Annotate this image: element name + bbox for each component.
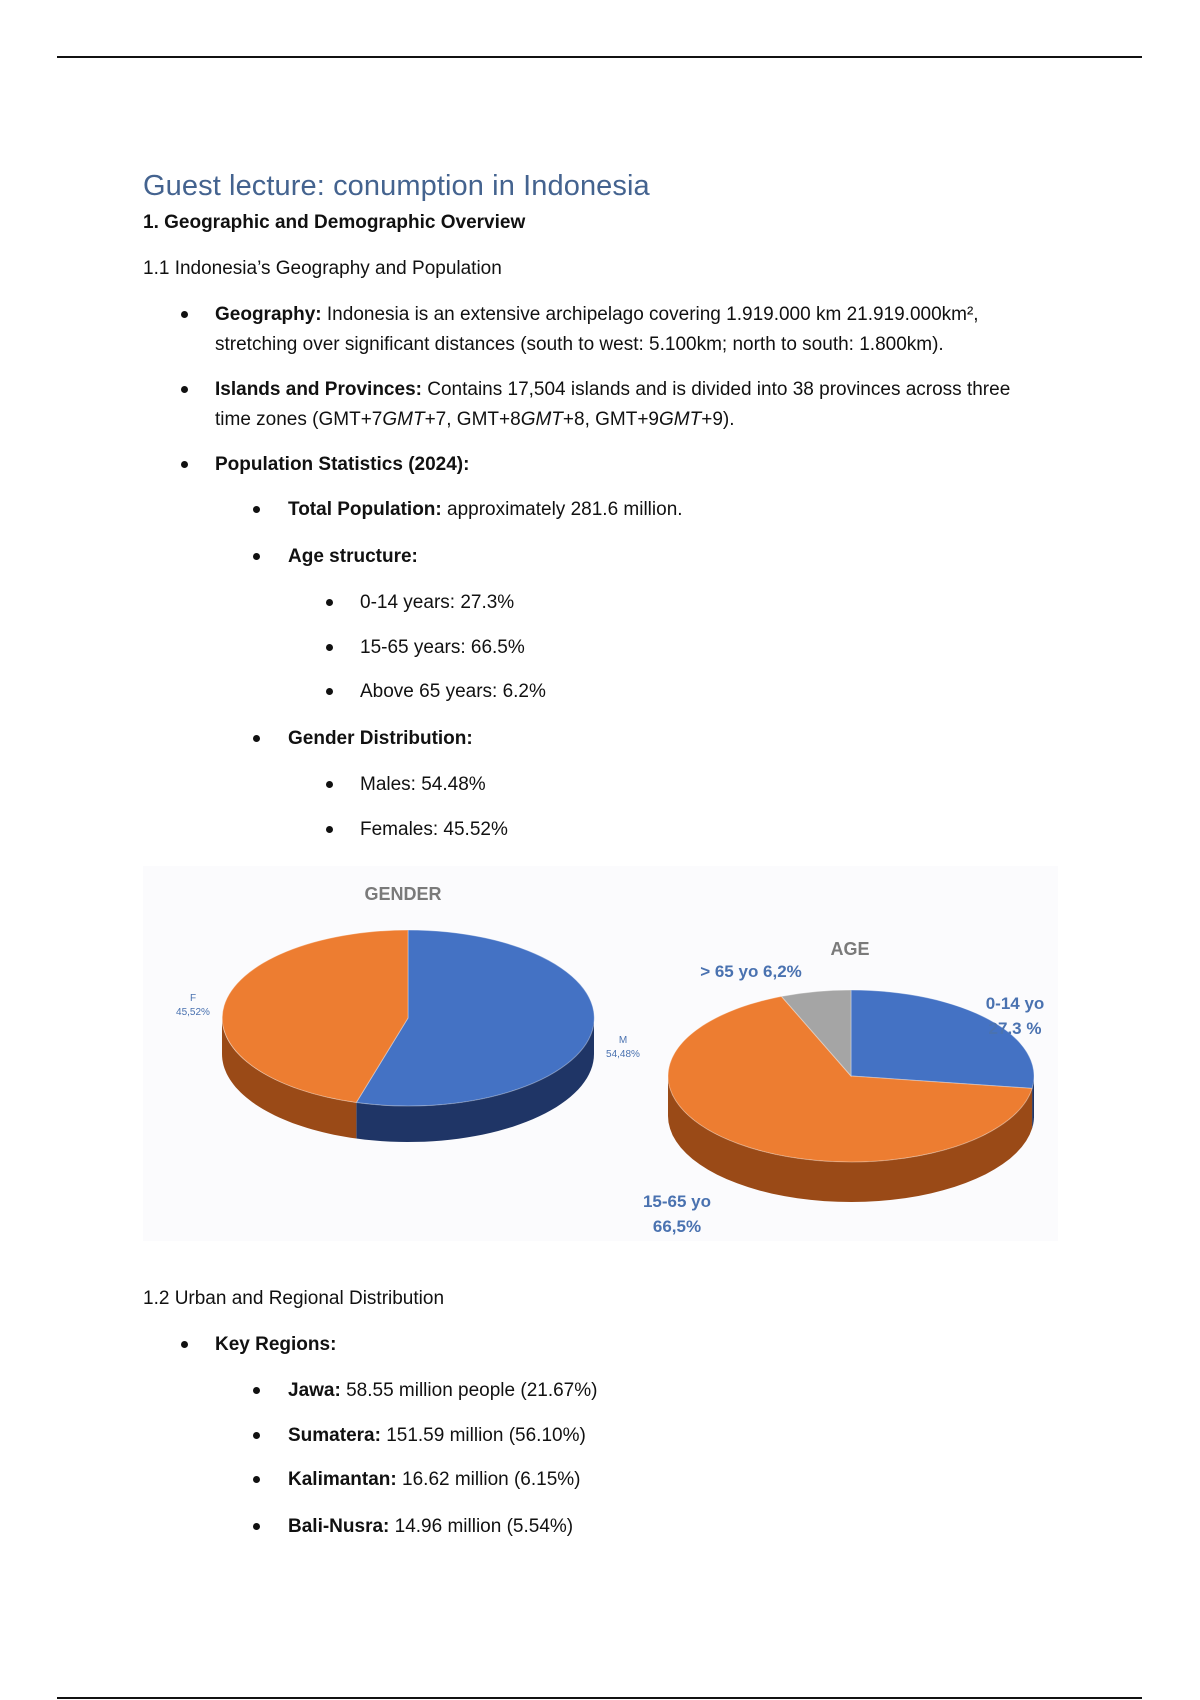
bullet [181, 311, 188, 318]
bullet [253, 1523, 260, 1530]
region-value: 16.62 million (6.15%) [396, 1469, 581, 1490]
total-population-label: Total Population: [288, 499, 442, 520]
gender-item: Males: 54.48% [360, 774, 486, 795]
age-chart-title: AGE [830, 939, 870, 959]
age-structure-label: Age structure: [288, 546, 418, 567]
age-item: 15-65 years: 66.5% [360, 637, 525, 658]
bullet [181, 386, 188, 393]
age-label-15-65-value: 66,5% [652, 1217, 702, 1236]
bullet [326, 826, 333, 833]
pie-charts-figure [143, 866, 1058, 1241]
bullet [253, 735, 260, 742]
gender-label-f-value: 45,52% [176, 1007, 210, 1018]
gender-chart-title: GENDER [364, 884, 442, 904]
key-regions-label: Key Regions: [215, 1334, 337, 1355]
region-value: 58.55 million people (21.67%) [340, 1380, 598, 1401]
bullet [326, 688, 333, 695]
bullet [326, 599, 333, 606]
bullet [181, 1341, 188, 1348]
region-label: Sumatera: [288, 1425, 381, 1446]
region-label: Bali-Nusra: [288, 1516, 390, 1537]
region-label: Kalimantan: [288, 1469, 397, 1490]
age-item: Above 65 years: 6.2% [360, 681, 546, 702]
footer-rule [57, 1697, 1142, 1699]
islands-text-d: GMT [520, 409, 563, 430]
age-label-0-14: 0-14 yo [985, 994, 1045, 1013]
gender-label-m-value: 54,48% [606, 1049, 640, 1060]
section-heading: 1. Geographic and Demographic Overview [143, 212, 526, 233]
bullet [253, 1432, 260, 1439]
bullet [253, 506, 260, 513]
total-population-line [288, 495, 683, 525]
region-value: 151.59 million (56.10%) [380, 1425, 586, 1446]
gender-label-m: M [618, 1035, 628, 1046]
subsection-heading-1-2: 1.2 Urban and Regional Distribution [143, 1288, 445, 1309]
geography-label: Geography: [215, 304, 322, 325]
region-item [288, 1512, 573, 1542]
bullet [253, 1476, 260, 1483]
region-label: Jawa: [288, 1380, 341, 1401]
islands-line-2 [215, 405, 735, 435]
bullet [253, 1387, 260, 1394]
bullet [181, 461, 188, 468]
total-population-value: approximately 281.6 million. [441, 499, 683, 520]
islands-line-1 [215, 375, 1010, 405]
islands-text-e: +8, GMT+9 [562, 409, 660, 430]
geography-line-2: stretching over significant distances (south to west: 5.100km; north to south: 1.800km). [215, 334, 944, 355]
header-rule [57, 56, 1142, 58]
gender-label-f: F [189, 993, 197, 1004]
region-item [288, 1465, 581, 1495]
islands-label: Islands and Provinces: [215, 379, 422, 400]
age-label-65-plus: > 65 yo 6,2% [700, 962, 802, 981]
document-title: Guest lecture: conumption in Indonesia [143, 170, 650, 202]
geography-text: Indonesia is an extensive archipelago covering 1.919.000 km 21.919.000km², [321, 304, 979, 325]
age-label-15-65: 15-65 yo [642, 1192, 712, 1211]
islands-text-a: time zones (GMT+7 [215, 409, 383, 430]
region-item [288, 1376, 597, 1406]
islands-text-b: GMT [382, 409, 425, 430]
population-heading: Population Statistics (2024): [215, 454, 470, 475]
subsection-heading-1-1: 1.1 Indonesia’s Geography and Population [143, 258, 502, 279]
age-label-0-14-value: 27.3 % [988, 1019, 1042, 1038]
bullet [253, 553, 260, 560]
islands-text-c: +7, GMT+8 [424, 409, 521, 430]
islands-text: Contains 17,504 islands and is divided into 38 provinces across three [421, 379, 1011, 400]
pie-charts-svg [143, 866, 1058, 1241]
bullet [326, 644, 333, 651]
age-item: 0-14 years: 27.3% [360, 592, 515, 613]
islands-text-f: GMT [659, 409, 702, 430]
region-item [288, 1421, 586, 1451]
bullet [326, 781, 333, 788]
region-value: 14.96 million (5.54%) [389, 1516, 574, 1537]
islands-text-g: +9). [701, 409, 735, 430]
gender-item: Females: 45.52% [360, 819, 508, 840]
gender-label: Gender Distribution: [288, 728, 473, 749]
geography-line-1 [215, 300, 979, 330]
